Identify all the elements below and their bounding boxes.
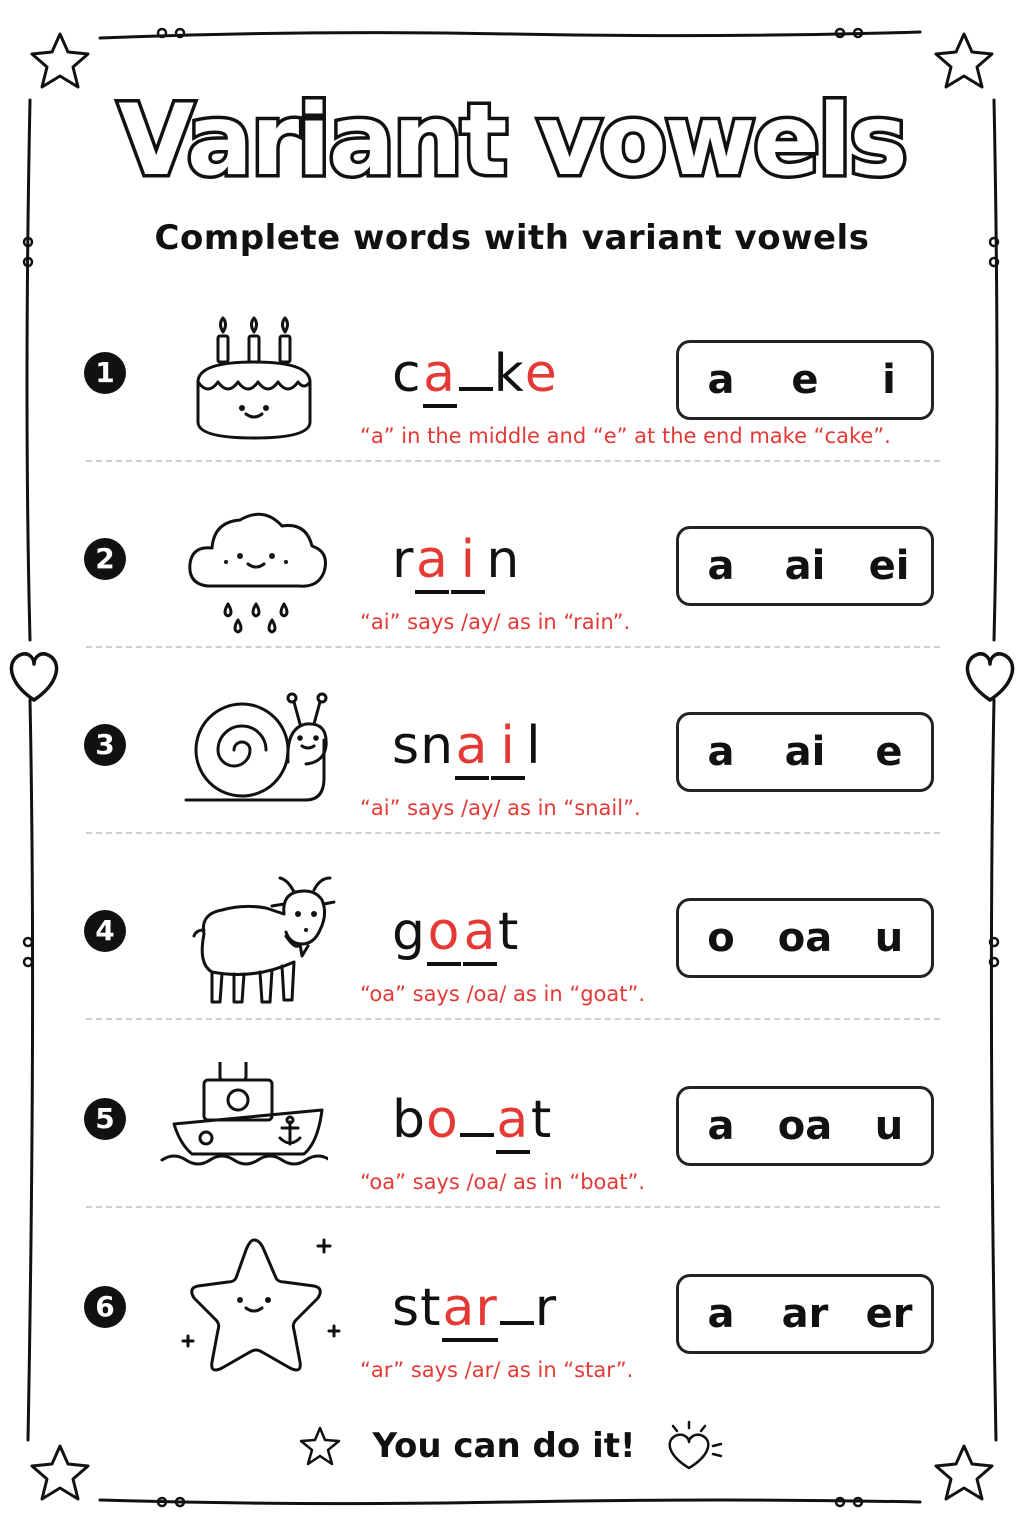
boat-icon: [158, 1062, 328, 1212]
choice-option[interactable]: a: [707, 357, 735, 403]
choice-option[interactable]: a: [707, 1103, 735, 1149]
cake-icon: [174, 316, 344, 466]
hint-text: “oa” says /oa/ as in “boat”.: [360, 1170, 646, 1194]
choice-option[interactable]: u: [874, 1103, 904, 1149]
page-title: [0, 78, 1024, 198]
answer-blank[interactable]: a: [423, 344, 457, 408]
choice-box: [676, 526, 934, 606]
choice-box: [676, 340, 934, 420]
answer-blank[interactable]: [500, 1321, 534, 1325]
snail-icon: [174, 688, 344, 838]
choice-option[interactable]: u: [874, 915, 904, 961]
answer-blank[interactable]: i: [491, 716, 525, 780]
choice-option[interactable]: ar: [781, 1291, 829, 1337]
divider: [86, 1206, 940, 1208]
choice-option[interactable]: ai: [784, 543, 826, 589]
item-number: 6: [84, 1286, 126, 1328]
choice-box: [676, 712, 934, 792]
hint-text: “a” in the middle and “e” at the end make “cake”.: [360, 424, 891, 448]
choice-option[interactable]: oa: [777, 915, 833, 961]
word-puzzle: star r: [392, 1278, 557, 1358]
hint-text: “oa” says /oa/ as in “goat”.: [360, 982, 646, 1006]
hint-text: “ai” says /ay/ as in “snail”.: [360, 796, 641, 820]
item-number: 2: [84, 538, 126, 580]
answer-blank[interactable]: ar: [442, 1278, 497, 1342]
divider: [86, 646, 940, 648]
divider: [86, 832, 940, 834]
choice-option[interactable]: er: [865, 1291, 913, 1337]
choice-box: [676, 1086, 934, 1166]
exercise-row: [70, 502, 950, 688]
item-number: 4: [84, 910, 126, 952]
word-puzzle: ca ke: [392, 344, 558, 424]
choice-box: [676, 898, 934, 978]
choice-option[interactable]: a: [707, 729, 735, 775]
hint-text: “ai” says /ay/ as in “rain”.: [360, 610, 631, 634]
answer-blank[interactable]: i: [451, 530, 485, 594]
choice-option[interactable]: e: [875, 729, 903, 775]
answer-blank[interactable]: [460, 1133, 494, 1137]
answer-blank[interactable]: [459, 387, 493, 391]
choice-option[interactable]: e: [791, 357, 819, 403]
svg-text:Variant vowels: Variant vowels: [118, 84, 906, 198]
answer-blank[interactable]: a: [463, 902, 497, 966]
choice-option[interactable]: oa: [777, 1103, 833, 1149]
answer-blank[interactable]: a: [496, 1090, 530, 1154]
star-outline-icon: [295, 1424, 345, 1468]
choice-option[interactable]: a: [707, 1291, 735, 1337]
word-puzzle: ra i n: [392, 530, 520, 610]
answer-blank[interactable]: o: [427, 902, 461, 966]
encouragement-text: You can do it!: [372, 1426, 636, 1466]
subtitle: Complete words with variant vowels: [154, 218, 870, 258]
answer-blank[interactable]: a: [415, 530, 449, 594]
exercise-row: [70, 1062, 950, 1248]
choice-option[interactable]: a: [707, 543, 735, 589]
choice-option[interactable]: ai: [784, 729, 826, 775]
item-number: 3: [84, 724, 126, 766]
exercise-row: [70, 1250, 950, 1436]
word-puzzle: sna i l: [392, 716, 542, 796]
exercise-row: [70, 316, 950, 502]
item-number: 5: [84, 1098, 126, 1140]
answer-blank[interactable]: a: [455, 716, 489, 780]
exercise-row: [70, 874, 950, 1060]
hint-text: “ar” says /ar/ as in “star”.: [360, 1358, 634, 1382]
choice-option[interactable]: i: [882, 357, 896, 403]
word-puzzle: goat: [392, 902, 519, 982]
exercise-row: [70, 688, 950, 874]
divider: [86, 460, 940, 462]
word-puzzle: bo at: [392, 1090, 552, 1170]
goat-icon: [174, 874, 344, 1024]
choice-option[interactable]: ei: [868, 543, 910, 589]
choice-option[interactable]: o: [707, 915, 735, 961]
star-icon: [174, 1236, 344, 1386]
rain-cloud-icon: [174, 502, 344, 652]
choice-box: [676, 1274, 934, 1354]
footer: [0, 1418, 1024, 1474]
item-number: 1: [84, 352, 126, 394]
divider: [86, 1018, 940, 1020]
heart-icon: [663, 1418, 729, 1474]
